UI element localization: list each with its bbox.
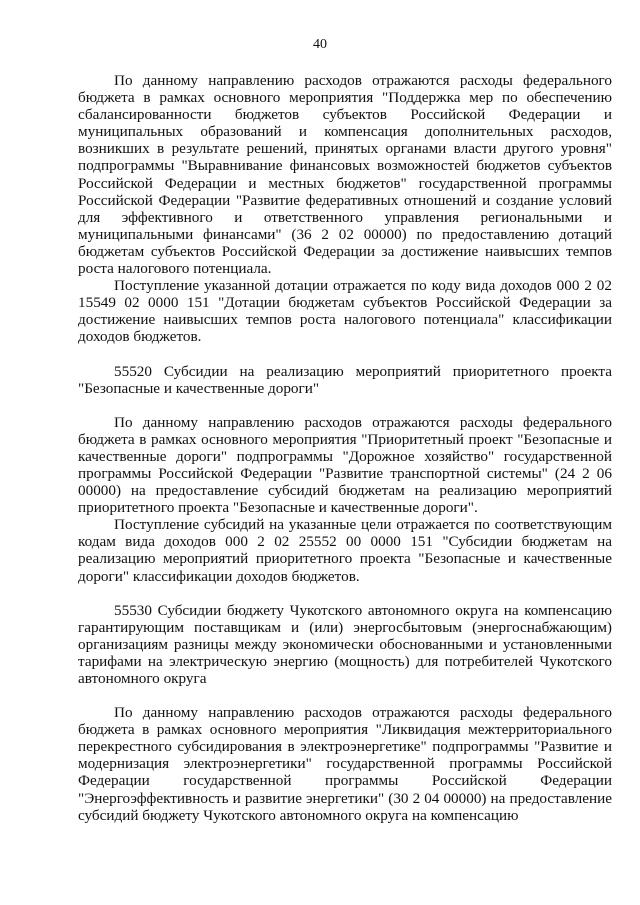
paragraph-4: Поступление субсидий на указанные цели отражается по соответствующим кодам вида доходов 000 2 02 25552 00 0000 151 "Субсидии бюджетам на реализацию мероприятий приоритетного проекта "Безопасные и качественные дороги" классификации доходов бюджетов. — [78, 516, 612, 585]
spacer — [78, 687, 612, 704]
document-body — [78, 72, 612, 824]
paragraph-5: По данному направлению расходов отражаются расходы федерального бюджета в рамках основного мероприятия "Ликвидация межтерриториального перекрестного субсидирования в электроэнергетике" подпрограммы "Развитие и модернизация электроэнергетики" государственной программы Российской Федерации государственной программы Российской Федерации "Энергоэффективность и развитие энергетики" (30 2 04 00000) на предоставление субсидий бюджету Чукотского автономного округа на компенсацию — [78, 704, 612, 824]
paragraph-2: Поступление указанной дотации отражается по коду вида доходов 000 2 02 15549 02 0000 151 "Дотации бюджетам субъектов Российской Федерации за достижение наивысших темпов роста налогового потенциала" классификации доходов бюджетов. — [78, 277, 612, 346]
page-number: 40 — [313, 37, 327, 52]
section-heading-55520: 55520 Субсидии на реализацию мероприятий приоритетного проекта "Безопасные и качественные дороги" — [78, 362, 612, 397]
paragraph-1: По данному направлению расходов отражаются расходы федерального бюджета в рамках основного мероприятия "Поддержка мер по обеспечению сбалансированности бюджетов субъектов Российской Федерации и муниципальных образований и компенсация дополнительных расходов, возникших в результате решений, принятых органами власти другого уровня" подпрограммы "Выравнивание финансовых возможностей бюджетов субъектов Российской Федерации и местных бюджетов" государственной программы Российской Федерации "Развитие федеративных отношений и создание условий для эффективного и ответственного управления региональными и муниципальными финансами" (36 2 02 00000) по предоставлению дотаций бюджетам субъектов Российской Федерации за достижение наивысших темпов роста налогового потенциала. — [78, 72, 612, 278]
spacer — [78, 346, 612, 363]
spacer — [78, 397, 612, 414]
spacer — [78, 585, 612, 602]
section-heading-55530: 55530 Субсидии бюджету Чукотского автономного округа на компенсацию гарантирующим поставщикам и (или) энергосбытовым (энергоснабжающим) организациям разницы между экономически обоснованными и установленными тарифами на электрическую энергию (мощность) для потребителей Чукотского автономного округа — [78, 601, 612, 687]
paragraph-3: По данному направлению расходов отражаются расходы федерального бюджета в рамках основного мероприятия "Приоритетный проект "Безопасные и качественные дороги" подпрограммы "Дорожное хозяйство" государственной программы Российской Федерации "Развитие транспортной системы" (24 2 06 00000) на предоставление субсидий бюджетам на реализацию мероприятий приоритетного проекта "Безопасные и качественные дороги". — [78, 413, 612, 517]
